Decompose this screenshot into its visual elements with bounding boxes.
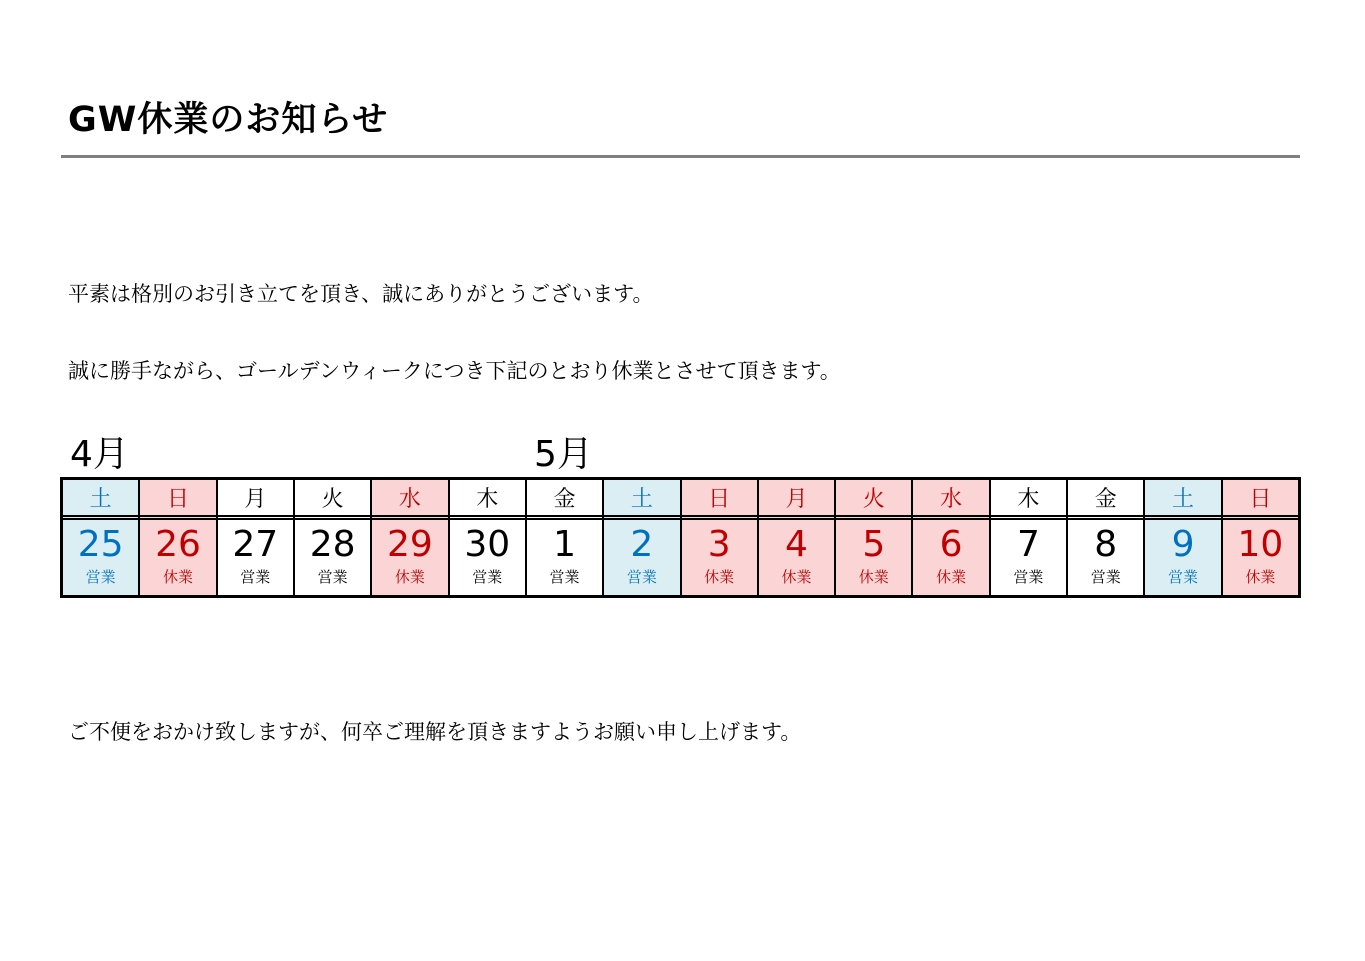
business-status-label: 営業 (472, 568, 503, 586)
calendar-day-column (682, 480, 759, 595)
weekday-cell: 水 (372, 480, 447, 520)
business-status-label: 休業 (858, 568, 889, 586)
greeting-text: 平素は格別のお引き立てを頂き、誠にありがとうございます。 (68, 282, 654, 306)
calendar-day-column (913, 480, 990, 595)
date-number: 9 (1171, 523, 1195, 565)
weekday-cell: 日 (682, 480, 757, 520)
business-status-label: 休業 (781, 568, 812, 586)
date-number: 28 (309, 523, 356, 565)
business-status-label: 休業 (704, 568, 735, 586)
title-underline (61, 155, 1300, 158)
date-cell (1223, 520, 1298, 595)
date-number: 25 (77, 523, 124, 565)
holiday-calendar-table (60, 477, 1301, 598)
business-status-label: 営業 (1168, 568, 1199, 586)
date-number: 5 (862, 523, 886, 565)
calendar-day-column (295, 480, 372, 595)
weekday-cell: 日 (1223, 480, 1298, 520)
date-number: 8 (1094, 523, 1118, 565)
weekday-cell: 金 (527, 480, 602, 520)
calendar-day-column (836, 480, 913, 595)
date-cell (295, 520, 370, 595)
date-cell (604, 520, 679, 595)
date-number: 6 (939, 523, 963, 565)
weekday-cell: 土 (63, 480, 138, 520)
weekday-cell: 金 (1068, 480, 1143, 520)
calendar-day-column (1068, 480, 1145, 595)
date-number: 26 (155, 523, 201, 565)
calendar-day-column (604, 480, 681, 595)
date-number: 4 (785, 523, 808, 565)
business-status-label: 営業 (85, 568, 116, 586)
calendar-day-column (450, 480, 527, 595)
closure-notice-text: 誠に勝手ながら、ゴールデンウィークにつき下記のとおり休業とさせて頂きます。 (68, 359, 841, 383)
business-status-label: 休業 (936, 568, 967, 586)
weekday-cell: 日 (140, 480, 215, 520)
date-cell (913, 520, 988, 595)
date-cell (372, 520, 447, 595)
weekday-cell: 土 (1145, 480, 1220, 520)
business-status-label: 休業 (394, 568, 425, 586)
weekday-cell: 火 (295, 480, 370, 520)
business-status-label: 営業 (1090, 568, 1121, 586)
month-label-may: 5月 (534, 434, 593, 475)
date-number: 3 (707, 523, 731, 565)
calendar-day-column (372, 480, 449, 595)
business-status-label: 営業 (549, 568, 580, 586)
date-number: 29 (387, 523, 433, 565)
business-status-label: 営業 (317, 568, 348, 586)
date-number: 27 (232, 523, 279, 565)
business-status-label: 営業 (240, 568, 271, 586)
calendar-day-column (1145, 480, 1222, 595)
weekday-cell: 木 (991, 480, 1066, 520)
date-number: 30 (464, 523, 511, 565)
date-cell (1068, 520, 1143, 595)
calendar-day-column (1223, 480, 1298, 595)
business-status-label: 休業 (1245, 568, 1276, 586)
page-title: GW休業のお知らせ (68, 100, 389, 140)
calendar-day-column (140, 480, 217, 595)
calendar-day-column (527, 480, 604, 595)
business-status-label: 営業 (1013, 568, 1044, 586)
calendar-day-column (218, 480, 295, 595)
weekday-cell: 月 (218, 480, 293, 520)
weekday-cell: 木 (450, 480, 525, 520)
date-cell (682, 520, 757, 595)
weekday-cell: 火 (836, 480, 911, 520)
date-cell (63, 520, 138, 595)
date-cell (759, 520, 834, 595)
date-cell (450, 520, 525, 595)
month-label-april: 4月 (70, 434, 129, 475)
calendar-day-column (759, 480, 836, 595)
business-status-label: 営業 (626, 568, 657, 586)
apology-text: ご不便をおかけ致しますが、何卒ご理解を頂きますようお願い申し上げます。 (68, 720, 802, 744)
date-cell (1145, 520, 1220, 595)
weekday-cell: 土 (604, 480, 679, 520)
business-status-label: 休業 (162, 568, 193, 586)
date-cell (140, 520, 215, 595)
weekday-cell: 月 (759, 480, 834, 520)
date-number: 10 (1237, 523, 1284, 565)
date-cell (218, 520, 293, 595)
date-number: 2 (630, 523, 654, 565)
date-number: 7 (1016, 523, 1040, 565)
weekday-cell: 水 (913, 480, 988, 520)
date-cell (527, 520, 602, 595)
date-number: 1 (553, 523, 576, 565)
calendar-day-column (991, 480, 1068, 595)
calendar-day-column (63, 480, 140, 595)
date-cell (836, 520, 911, 595)
date-cell (991, 520, 1066, 595)
